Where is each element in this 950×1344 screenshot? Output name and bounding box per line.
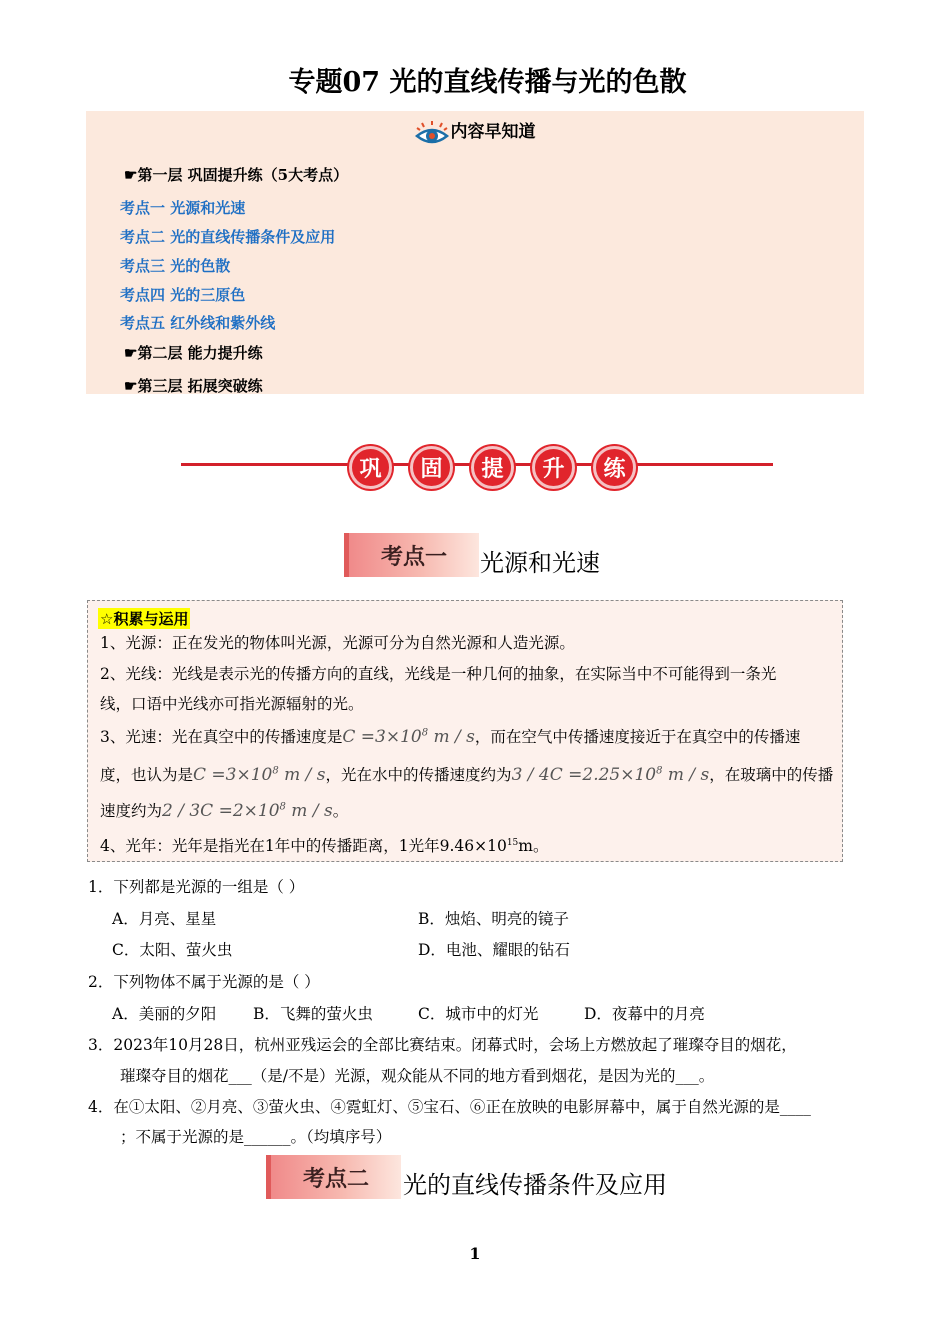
option-1b[interactable]: B．烛焰、明亮的镜子 — [418, 910, 569, 928]
page-title: 专题07 光的直线传播与光的色散 — [288, 67, 687, 98]
formula-water-speed: $3 / 4C =2.25\times 10^8$ m / s — [511, 765, 710, 785]
toc-layer-3[interactable]: ☛第三层 拓展突破练 — [124, 377, 263, 395]
toc-point-4[interactable]: 考点四 光的三原色 — [120, 286, 246, 304]
eye-icon — [415, 120, 449, 146]
banner-char: 练 — [593, 446, 636, 489]
note-line: 线，口语中光线亦可指光源辐射的光。 — [100, 695, 364, 713]
toc-box — [86, 111, 864, 394]
page-number: 1 — [469, 1244, 481, 1263]
question-3: 3．2023年10月28日，杭州亚残运会的全部比赛结束。闭幕式时，会场上方燃放起了璀璨夺目的烟花， — [88, 1036, 797, 1054]
note-line: 4、光年：光年是指光在1年中的传播距离，1光年$9.46\times 10^{15}m$。 — [100, 837, 549, 855]
banner-char: 固 — [410, 446, 453, 489]
note-line: 速度约为$2 / 3C =2\times 10^8$ m / s。 — [100, 801, 349, 821]
option-2b[interactable]: B．飞舞的萤火虫 — [253, 1005, 373, 1023]
question-4: 4．在①太阳、②月亮、③萤火虫、④霓虹灯、⑤宝石、⑥正在放映的电影屏幕中，属于自然光源的是____ — [88, 1098, 811, 1116]
option-2d[interactable]: D．夜幕中的月亮 — [584, 1005, 705, 1023]
option-1d[interactable]: D．电池、耀眼的钻石 — [418, 941, 570, 959]
kp1-tag: 考点一 — [344, 533, 479, 577]
kp2-title: 光的直线传播条件及应用 — [403, 1171, 667, 1199]
option-2c[interactable]: C．城市中的灯光 — [418, 1005, 539, 1023]
toc-point-3[interactable]: 考点三 光的色散 — [120, 257, 231, 275]
question-1: 1．下列都是光源的一组是（ ） — [88, 878, 305, 896]
note-line: 度，也认为是$C =3\times 10^8$ m / s，光在水中的传播速度约为$3 / 4C =2.25\times 10^8$ m / s，在玻璃中的传播 — [100, 765, 834, 785]
notes-box — [87, 600, 843, 862]
note-line: 3、光速：光在真空中的传播速度是$C =3\times 10^8$ m / s，而在空气中传播速度接近于在真空中的传播速 — [100, 727, 801, 747]
banner-char: 升 — [532, 446, 575, 489]
toc-heading — [86, 117, 864, 146]
option-1a[interactable]: A．月亮、星星 — [112, 910, 217, 928]
option-2a[interactable]: A．美丽的夕阳 — [112, 1005, 217, 1023]
banner-char: 提 — [471, 446, 514, 489]
toc-point-5[interactable]: 考点五 红外线和紫外线 — [120, 314, 276, 332]
section-banner — [349, 446, 636, 489]
formula-light-speed: $C =3\times 10^8$ m / s — [342, 727, 475, 747]
toc-layer-2[interactable]: ☛第二层 能力提升练 — [124, 344, 263, 362]
toc-point-1[interactable]: 考点一 光源和光速 — [120, 199, 246, 217]
toc-point-2[interactable]: 考点二 光的直线传播条件及应用 — [120, 228, 336, 246]
kp1-title: 光源和光速 — [480, 549, 600, 577]
question-2: 2．下列物体不属于光源的是（ ） — [88, 973, 320, 991]
formula-air-speed: $C =3\times 10^8$ m / s — [193, 765, 326, 785]
note-line: 1、光源：正在发光的物体叫光源，光源可分为自然光源和人造光源。 — [100, 634, 575, 652]
question-3-cont: 璀璨夺目的烟花___（是/不是）光源，观众能从不同的地方看到烟花，是因为光的___。 — [120, 1067, 715, 1085]
option-1c[interactable]: C．太阳、萤火虫 — [112, 941, 233, 959]
formula-glass-speed: $2 / 3C =2\times 10^8$ m / s — [162, 801, 333, 821]
notes-label: ☆积累与运用 — [100, 610, 189, 628]
note-line: 2、光线：光线是表示光的传播方向的直线，光线是一种几何的抽象，在实际当中不可能得到一条光 — [100, 665, 777, 683]
banner-char: 巩 — [349, 446, 392, 489]
toc-heading-text: 内容早知道 — [450, 122, 536, 142]
kp2-tag: 考点二 — [266, 1155, 401, 1199]
toc-layer-1[interactable]: ☛第一层 巩固提升练（5大考点） — [124, 166, 349, 184]
question-4-cont: ；不属于光源的是______。（均填序号） — [120, 1128, 392, 1146]
